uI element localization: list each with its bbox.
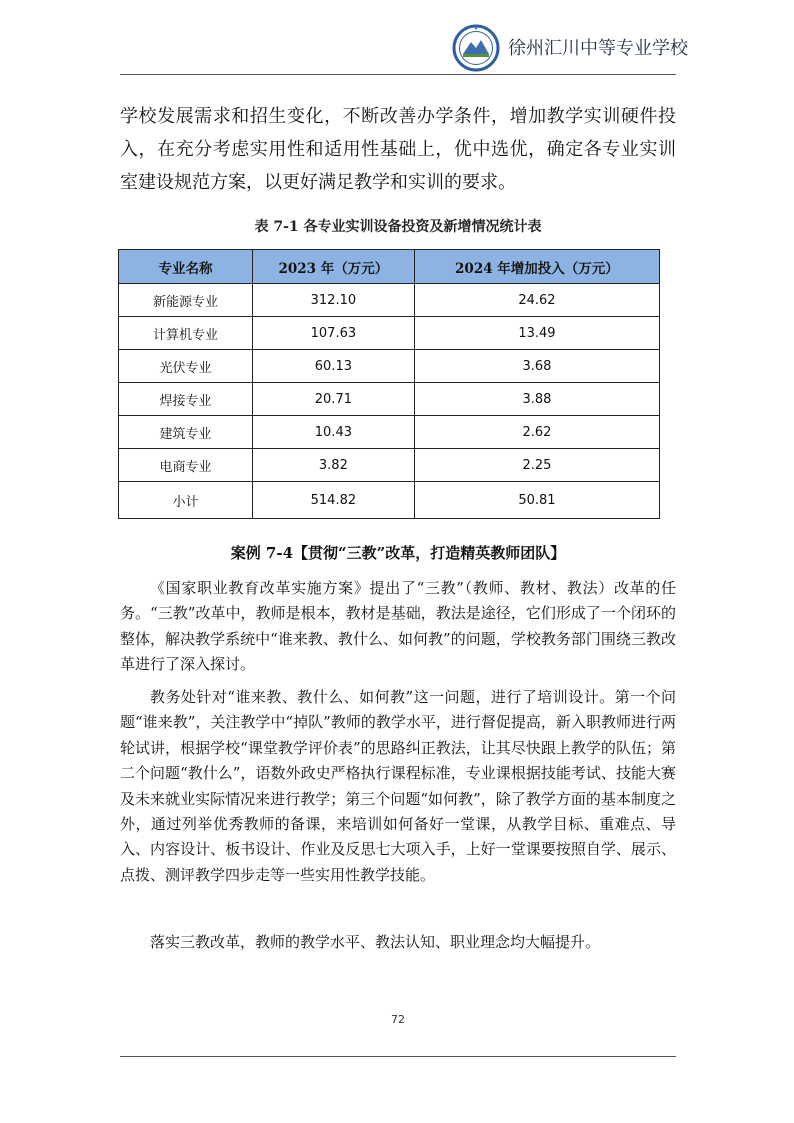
value-2023: 3.82: [252, 449, 414, 482]
major-name: 焊接专业: [119, 383, 253, 416]
column-header-2023: 2023 年（万元）: [252, 250, 414, 284]
value-2023: 107.63: [252, 317, 414, 350]
lead-paragraph: 学校发展需求和招生变化，不断改善办学条件，增加教学实训硬件投入，在充分考虑实用性和适用性基础上，优中选优，确定各专业实训室建设规范方案，以更好满足教学和实训的要求。: [120, 106, 676, 193]
header-divider: [120, 74, 676, 75]
case-paragraph: 《国家职业教育改革实施方案》提出了“三教”（教师、教材、教法）改革的任务。“三教”改革中，教师是根本，教材是基础，教法是途径，它们形成了一个闭环的整体，解决教学系统中“谁来教、教什么、如何教”的问题，学校教务部门围绕三教改革进行了深入探讨。: [120, 579, 676, 674]
value-2024-increase: 3.88: [414, 383, 659, 416]
page-header: [120, 22, 688, 74]
value-2023: 312.10: [252, 284, 414, 317]
case-paragraph: 教务处针对“谁来教、教什么、如何教”这一问题，进行了培训设计。第一个问题“谁来教”，关注教学中“掉队”教师的教学水平，进行督促提高，新入职教师进行两轮试讲，根据学校“课堂教学评价表”的思路纠正教法，让其尽快跟上教学的队伍；第二个问题“教什么”，语数外政史严格执行课程标准，专业课根据技能考试、技能大赛及未来就业实际情况来进行教学；第三个问题“如何教”，除了教学方面的基本制度之外，通过列举优秀教师的备课，来培训如何备好一堂课，从教学目标、重难点、导入、内容设计、板书设计、作业及反思七大项入手，上好一堂课要按照自学、展示、点拨、测评教学四步走等一些实用性教学技能。: [120, 688, 676, 884]
value-2024-increase: 24.62: [414, 284, 659, 317]
table-row: [119, 416, 660, 449]
table-row: [119, 284, 660, 317]
value-2023: 60.13: [252, 350, 414, 383]
table-caption: 表 7-1 各专业实训设备投资及新增情况统计表: [254, 219, 542, 235]
school-name: 徐州汇川中等专业学校: [508, 38, 688, 59]
value-2024-increase: 3.68: [414, 350, 659, 383]
footer-divider: [120, 1056, 676, 1057]
value-2024-increase: 2.25: [414, 449, 659, 482]
table-row: [119, 317, 660, 350]
table-row: [119, 383, 660, 416]
column-header-major: 专业名称: [119, 250, 253, 284]
total-2024-increase: 50.81: [414, 482, 659, 519]
major-name: 光伏专业: [119, 350, 253, 383]
value-2023: 20.71: [252, 383, 414, 416]
table-header-row: [119, 250, 660, 284]
total-label: 小计: [119, 482, 253, 519]
page-number: 72: [391, 1013, 405, 1026]
total-2023: 514.82: [252, 482, 414, 519]
case-paragraph: 落实三教改革，教师的教学水平、教法认知、职业理念均大幅提升。: [150, 933, 601, 951]
investment-table: [118, 249, 660, 519]
table-row: [119, 350, 660, 383]
major-name: 电商专业: [119, 449, 253, 482]
major-name: 新能源专业: [119, 284, 253, 317]
major-name: 建筑专业: [119, 416, 253, 449]
value-2023: 10.43: [252, 416, 414, 449]
value-2024-increase: 2.62: [414, 416, 659, 449]
school-emblem-icon: [452, 24, 500, 72]
table-total-row: [119, 482, 660, 519]
value-2024-increase: 13.49: [414, 317, 659, 350]
table-row: [119, 449, 660, 482]
column-header-2024-increase: 2024 年增加投入（万元）: [414, 250, 659, 284]
major-name: 计算机专业: [119, 317, 253, 350]
case-title: 案例 7-4【贯彻“三教”改革，打造精英教师团队】: [230, 544, 566, 562]
